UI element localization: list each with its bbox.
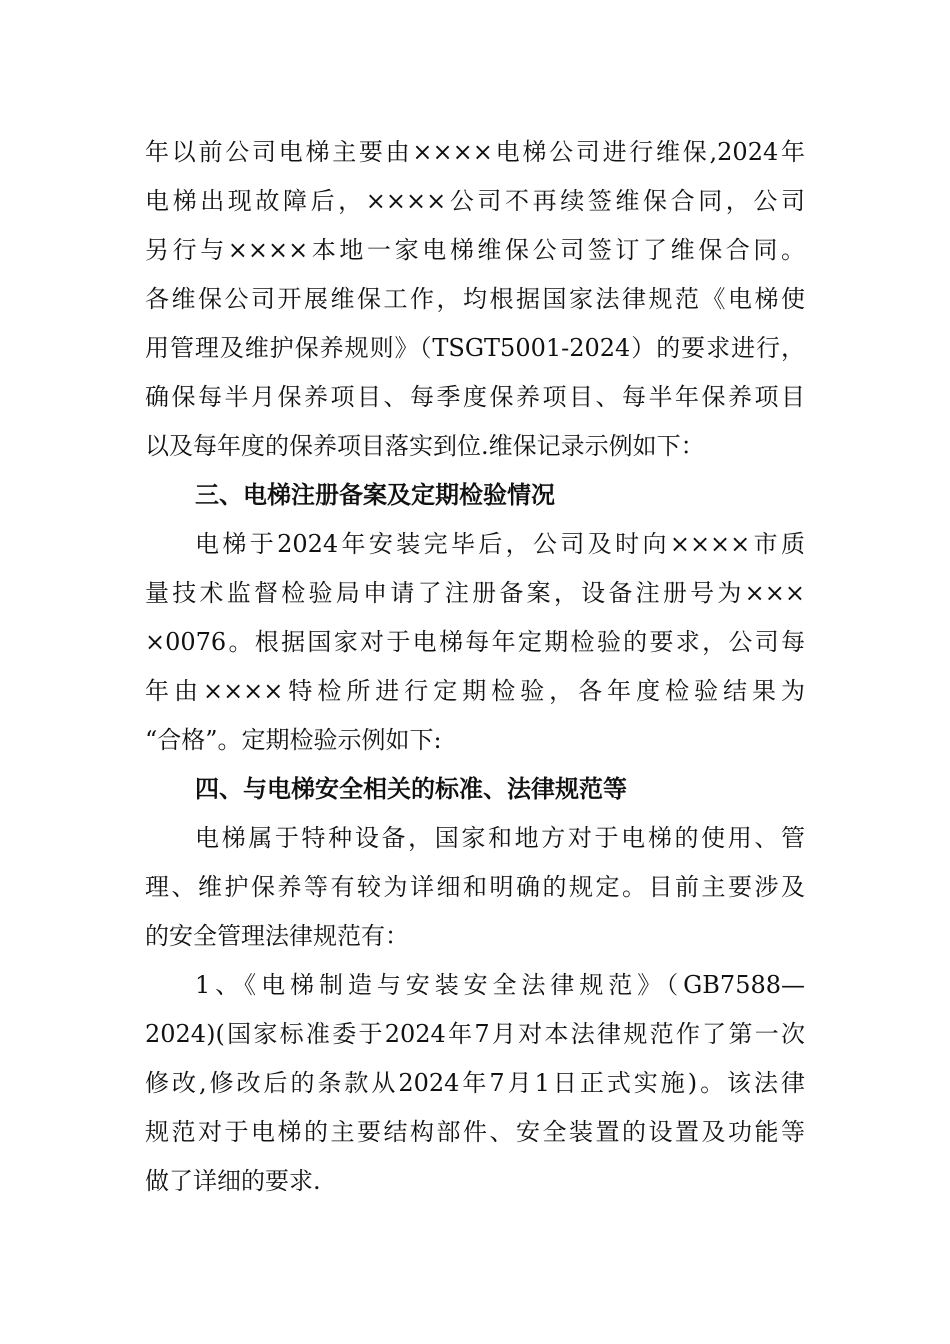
paragraph-line: 确保每半月保养项目、每季度保养项目、每半年保养项目 — [145, 383, 805, 411]
paragraph-line: 年以前公司电梯主要由××××电梯公司进行维保,2024年 — [145, 138, 805, 166]
paragraph-registration — [145, 520, 805, 765]
section-heading-registration: 三、电梯注册备案及定期检验情况 — [195, 481, 555, 509]
paragraph-line: 量技术监督检验局申请了注册备案，设备注册号为××× — [145, 579, 805, 607]
paragraph-line: 用管理及维护保养规则》（TSGT5001-2024）的要求进行， — [145, 334, 805, 362]
document-page — [145, 128, 805, 1206]
paragraph-line: 电梯属于特种设备，国家和地方对于电梯的使用、管 — [195, 824, 805, 852]
paragraph-line: ×0076。根据国家对于电梯每年定期检验的要求，公司每 — [145, 628, 805, 656]
paragraph-line: 以及每年度的保养项目落实到位.维保记录示例如下： — [145, 432, 705, 460]
paragraph-line: 的安全管理法律规范有： — [145, 922, 409, 950]
paragraph-line: 1、《电梯制造与安装安全法律规范》（GB7588— — [195, 971, 805, 999]
paragraph-line: 修改,修改后的条款从2024年7月1日正式实施)。该法律 — [145, 1069, 805, 1097]
paragraph-line: 各维保公司开展维保工作，均根据国家法律规范《电梯使 — [145, 285, 805, 313]
paragraph-line: 电梯出现故障后，××××公司不再续签维保合同，公司 — [145, 187, 805, 215]
list-item-standard-1 — [145, 961, 805, 1206]
paragraph-line: 电梯于2024年安装完毕后，公司及时向××××市质 — [195, 530, 805, 558]
paragraph-line: 规范对于电梯的主要结构部件、安全装置的设置及功能等 — [145, 1118, 805, 1146]
paragraph-line: 年由××××特检所进行定期检验，各年度检验结果为 — [145, 677, 805, 705]
paragraph-standards-intro — [145, 814, 805, 961]
paragraph-line: “合格”。定期检验示例如下: — [145, 726, 442, 754]
section-heading-standards: 四、与电梯安全相关的标准、法律规范等 — [195, 775, 627, 803]
paragraph-line: 做了详细的要求. — [145, 1167, 321, 1195]
paragraph-line: 另行与××××本地一家电梯维保公司签订了维保合同。 — [145, 236, 805, 264]
paragraph-line: 2024)(国家标准委于2024年7月对本法律规范作了第一次 — [145, 1020, 805, 1048]
paragraph-maintenance — [145, 128, 805, 471]
paragraph-line: 理、维护保养等有较为详细和明确的规定。目前主要涉及 — [145, 873, 805, 901]
